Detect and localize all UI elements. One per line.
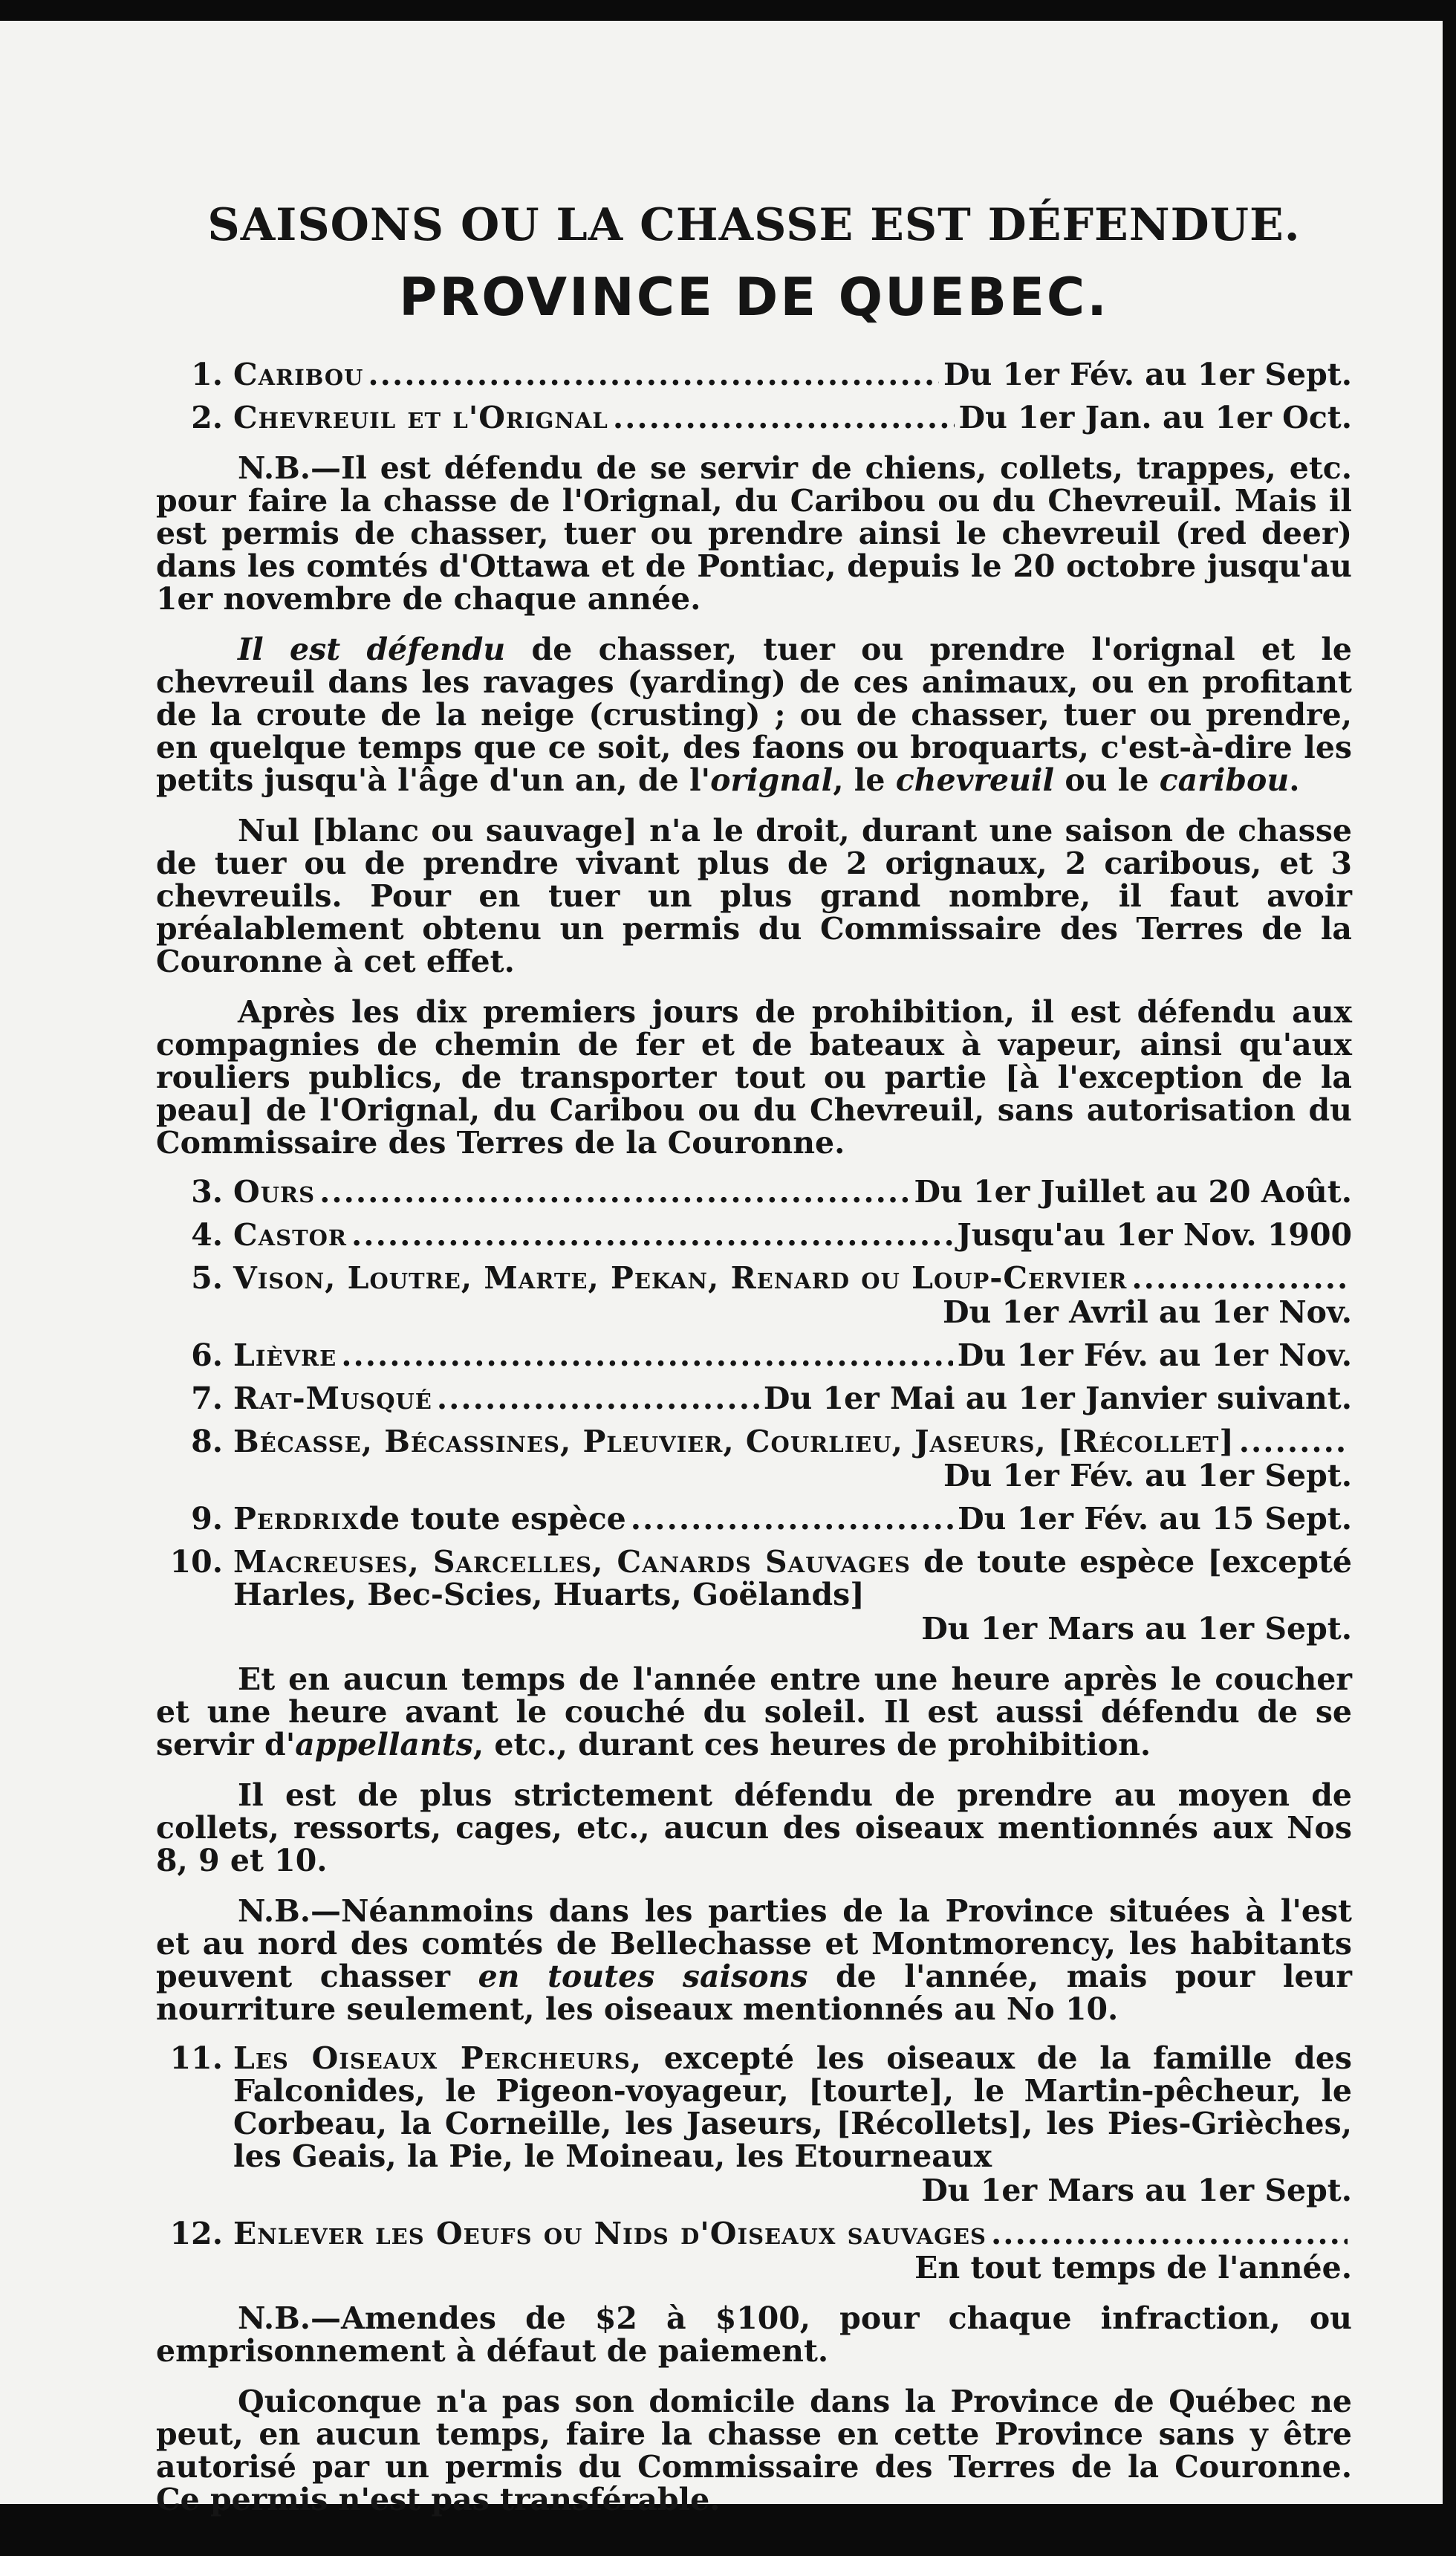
item-date: Du 1er Jan. au 1er Oct. xyxy=(958,400,1352,435)
item-date: Jusqu'au 1er Nov. 1900 xyxy=(957,1217,1352,1253)
item-date: En tout temps de l'année. xyxy=(914,2250,1352,2286)
italic-word: orignal xyxy=(710,762,833,798)
season-item xyxy=(156,1175,1352,1208)
item-date: Du 1er Fév. au 1er Sept. xyxy=(943,1458,1352,1493)
dot-leader xyxy=(368,358,939,391)
italic-word: chevreuil xyxy=(895,762,1055,798)
item-number: 2. xyxy=(191,400,223,435)
item-body xyxy=(233,2042,1352,2173)
item-label: Castor xyxy=(233,1217,348,1253)
dot-leader xyxy=(991,2217,1348,2250)
item-date: Du 1er Avril au 1er Nov. xyxy=(942,1294,1352,1330)
season-item xyxy=(156,1545,1352,1611)
item-number: 9. xyxy=(191,1501,223,1537)
item-label: Vison, Loutre, Marte, Pekan, Renard ou Loup-Cervier xyxy=(233,1260,1128,1296)
item-number: 3. xyxy=(191,1174,223,1210)
dot-leader xyxy=(1131,1262,1348,1294)
item-number: 6. xyxy=(191,1337,223,1373)
page-subtitle: PROVINCE DE QUEBEC. xyxy=(399,267,1109,328)
dot-leader xyxy=(341,1339,953,1372)
item-label: Macreuses, Sarcelles, Canards Sauvages xyxy=(233,1544,911,1580)
item-label: Enlever les Oeufs ou Nids d'Oiseaux sauvages xyxy=(233,2216,987,2251)
item-text: excepté les oiseaux de la famille des Falconides, le Pigeon-voyageur, [tourte], le Martin-pêcheur, le Corbeau, la Corneille, les Jaseurs, [Récollets], les Pies-Grièches, les Geais, la Pie, le Moineau, les Etourneaux xyxy=(233,2040,1352,2174)
item-date: Du 1er Fév. au 1er Nov. xyxy=(957,1337,1352,1373)
item-label: Chevreuil et l'Orignal xyxy=(233,400,608,435)
season-item xyxy=(156,2042,1352,2173)
paragraph xyxy=(156,1663,1352,1761)
dot-leader xyxy=(613,401,955,434)
season-item xyxy=(156,358,1352,391)
item-date: Du 1er Juillet au 20 Août. xyxy=(914,1174,1352,1210)
item-label: Ours xyxy=(233,1174,316,1210)
page-title: SAISONS OU LA CHASSE EST DÉFENDUE. xyxy=(207,199,1301,251)
item-number: 8. xyxy=(191,1424,223,1459)
item-date: Du 1er Mai au 1er Janvier suivant. xyxy=(763,1381,1352,1416)
item-label: Perdrix xyxy=(233,1501,360,1537)
paragraph: Quiconque n'a pas son domicile dans la Province de Québec ne peut, en aucun temps, faire la chasse en cette Province sans y être autorisé par un permis du Commissaire des Terres de la Couronne. Ce permis n'est pas transférable. xyxy=(156,2384,1352,2517)
paragraph-text: de l'année, mais pour leur nourriture seulement, les oiseaux mentionnés au No 10. xyxy=(156,1959,1352,2027)
italic-word: appellants xyxy=(295,1727,473,1762)
item-number: 5. xyxy=(191,1260,223,1296)
season-item xyxy=(156,1425,1352,1458)
paragraph: Après les dix premiers jours de prohibition, il est défendu aux compagnies de chemin de fer et de bateaux à vapeur, ainsi qu'aux rouliers publics, de transporter tout ou partie [à l'exception de la peau] de l'Orignal, du Caribou ou du Chevreuil, sans autorisation du Commissaire des Terres de la Couronne. xyxy=(156,994,1352,1161)
item-date: Du 1er Fév. au 1er Sept. xyxy=(943,357,1352,392)
paragraph: Nul [blanc ou sauvage] n'a le droit, durant une saison de chasse de tuer ou de prendre vivant plus de 2 orignaux, 2 caribous, et 3 chevreuils. Pour en tuer un plus grand nombre, il faut avoir préalablement obtenu un permis du Commissaire des Terres de la Couronne à cet effet. xyxy=(156,813,1352,979)
item-date: Du 1er Mars au 1er Sept. xyxy=(921,2173,1352,2208)
item-text: de toute espèce xyxy=(359,1501,626,1537)
paragraph-text: , le xyxy=(833,762,896,798)
season-item xyxy=(156,1339,1352,1372)
item-label: Caribou xyxy=(233,357,364,392)
italic-lead: Il est défendu xyxy=(238,632,506,667)
paragraph: Il est de plus strictement défendu de prendre au moyen de collets, ressorts, cages, etc., aucun des oiseaux mentionnés aux Nos 8, 9 et 10. xyxy=(156,1777,1352,1878)
paragraph-text: Et en aucun temps de l'année entre une heure après le coucher et une heure avant le couché du soleil. Il est aussi défendu de se servir d' xyxy=(156,1661,1352,1762)
italic-word: en toutes saisons xyxy=(478,1959,808,1994)
paragraph xyxy=(156,633,1352,797)
item-number: 12. xyxy=(169,2216,223,2251)
season-item xyxy=(156,1262,1352,1294)
item-label: Bécasse, Bécassines, Pleuvier, Courlieu, Jaseurs, [Récollet] xyxy=(233,1424,1235,1459)
item-body xyxy=(233,1545,1352,1611)
note-paragraph: N.B.—Il est défendu de se servir de chiens, collets, trappes, etc. pour faire la chasse de l'Orignal, du Caribou ou du Chevreuil. Mais il est permis de chasser, tuer ou prendre ainsi le chevreuil (red deer) dans les comtés d'Ottawa et de Pontiac, depuis le 20 octobre jusqu'au 1er novembre de chaque année. xyxy=(156,450,1352,617)
italic-word: caribou xyxy=(1159,762,1290,798)
item-text: de toute espèce [excepté Harles, Bec-Scies, Huarts, Goëlands] xyxy=(233,1544,1353,1612)
season-item xyxy=(156,1219,1352,1251)
item-date: Du 1er Fév. au 15 Sept. xyxy=(958,1501,1352,1537)
dot-leader xyxy=(1239,1425,1348,1458)
note-paragraph xyxy=(156,1895,1352,2025)
document-page xyxy=(0,21,1443,2517)
paragraph-text: , etc., durant ces heures de prohibition. xyxy=(472,1727,1151,1762)
dot-leader xyxy=(631,1502,953,1535)
paragraph-text: ou le xyxy=(1054,762,1160,798)
document-content xyxy=(156,169,1352,2516)
item-number: 1. xyxy=(191,357,223,392)
season-item xyxy=(156,1382,1352,1415)
season-item xyxy=(156,401,1352,434)
dot-leader xyxy=(319,1175,909,1208)
item-number: 11. xyxy=(169,2040,223,2076)
note-paragraph: N.B.—Amendes de $2 à $100, pour chaque infraction, ou emprisonnement à défaut de paiement. xyxy=(156,2300,1352,2369)
item-number: 7. xyxy=(191,1381,223,1416)
item-label: Lièvre xyxy=(233,1337,337,1373)
item-label: Les Oiseaux Percheurs, xyxy=(233,2040,643,2076)
item-number: 10. xyxy=(169,1544,223,1580)
item-label: Rat-Musqué xyxy=(233,1381,432,1416)
item-number: 4. xyxy=(191,1217,223,1253)
dot-leader xyxy=(351,1219,952,1251)
paragraph-text: de chasser, tuer ou prendre l'orignal et le chevreuil dans les ravages (yarding) de ces animaux, ou en profitant de la croute de la neige (crusting) ; ou de chasser, tuer ou prendre, en quelque temps que ce soit, des faons ou broquarts, c'est-à-dire les petits jusqu'à l'âge d'un an, de l' xyxy=(156,632,1353,798)
season-item xyxy=(156,1502,1352,1535)
paragraph-text: N.B.—Néanmoins dans les parties de la Province situées à l'est et au nord des comtés de Bellechasse et Montmorency, les habitants peuvent chasser xyxy=(156,1893,1352,1994)
paragraph-text: . xyxy=(1289,762,1300,798)
season-item xyxy=(156,2217,1352,2250)
item-date: Du 1er Mars au 1er Sept. xyxy=(921,1611,1352,1647)
dot-leader xyxy=(437,1382,759,1415)
